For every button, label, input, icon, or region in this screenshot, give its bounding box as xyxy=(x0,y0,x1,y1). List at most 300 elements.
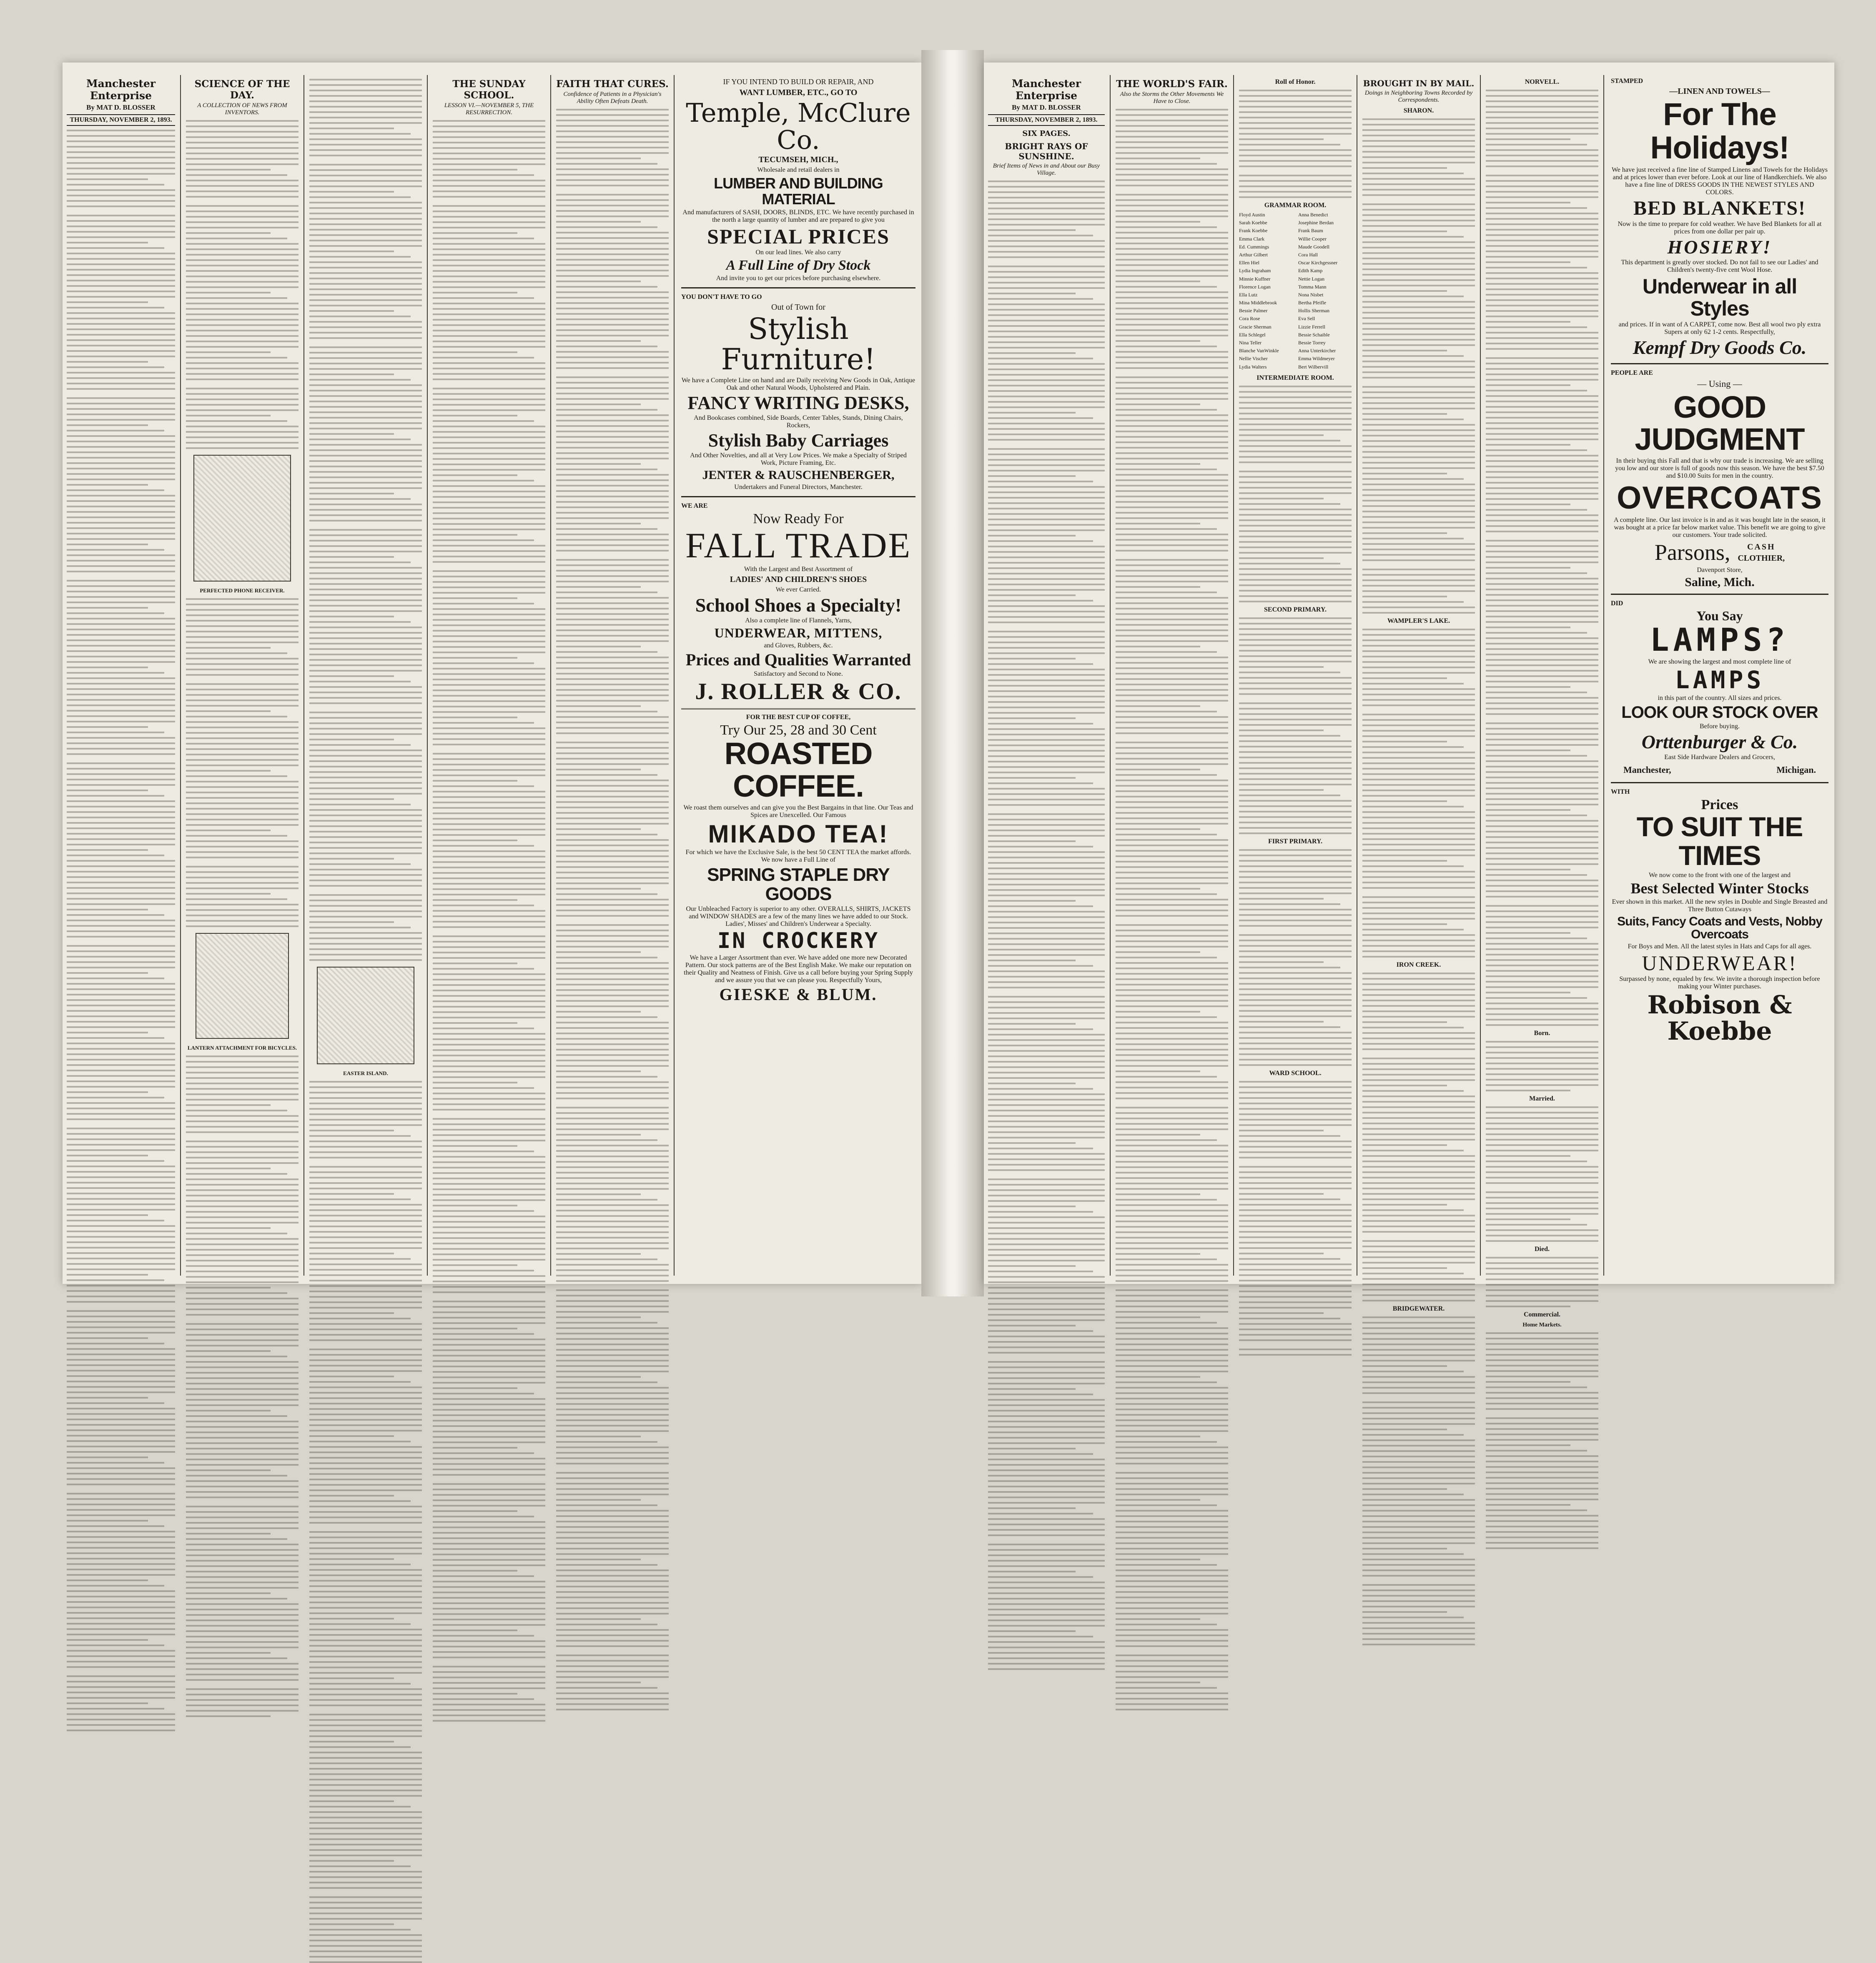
illegible-text-line xyxy=(433,1624,545,1626)
illegible-text-line xyxy=(309,1103,422,1104)
illegible-text-line xyxy=(556,968,669,969)
illegible-text-line xyxy=(67,511,175,513)
illegible-text-line xyxy=(1116,469,1217,470)
illegible-text-line xyxy=(988,363,1105,365)
illegible-text-line xyxy=(433,1393,534,1394)
illegible-text-line xyxy=(186,658,298,659)
illegible-text-line xyxy=(1486,825,1598,827)
illegible-text-line xyxy=(988,782,1093,784)
illegible-text-line xyxy=(988,497,1105,499)
illegible-text-line xyxy=(67,366,164,368)
illegible-text-line xyxy=(988,282,1105,283)
illegible-text-line xyxy=(67,945,175,947)
illegible-text-line xyxy=(1239,557,1324,559)
byline: By MAT D. BLOSSER xyxy=(86,103,155,111)
illegible-text-line xyxy=(309,1312,394,1314)
illegible-text-line xyxy=(186,1233,287,1234)
illegible-text-line xyxy=(67,1569,175,1570)
illegible-text-line xyxy=(1116,1016,1217,1018)
illegible-text-line xyxy=(1362,1461,1475,1463)
illegible-text-line xyxy=(556,662,669,664)
illegible-text-line xyxy=(1486,948,1598,950)
illegible-text-line xyxy=(988,976,1105,978)
illegible-text-line xyxy=(1486,1090,1570,1091)
illegible-text-line xyxy=(1116,1253,1200,1255)
illegible-text-line xyxy=(309,1113,422,1115)
illegible-text-line xyxy=(433,1301,545,1302)
illegible-text-line xyxy=(988,996,1105,998)
illegible-text-line xyxy=(1362,882,1475,883)
illegible-text-line xyxy=(67,838,175,840)
illegible-text-line xyxy=(1362,462,1475,464)
illegible-text-line xyxy=(1362,978,1475,980)
illegible-text-line xyxy=(1362,1166,1475,1168)
illegible-text-line xyxy=(433,995,545,997)
illegible-text-line xyxy=(988,739,1105,741)
illegible-text-line xyxy=(1486,664,1598,666)
illegible-text-line xyxy=(1486,100,1598,102)
illegible-text-line xyxy=(988,1448,1076,1449)
illegible-text-line xyxy=(1116,1447,1228,1448)
illegible-text-line xyxy=(433,512,545,514)
illegible-text-line xyxy=(433,415,517,416)
illegible-text-line xyxy=(186,792,298,793)
illegible-text-line xyxy=(67,721,175,722)
illegible-text-line xyxy=(1362,241,1475,243)
illegible-text-line xyxy=(988,1565,1105,1567)
illegible-text-line xyxy=(556,1060,669,1061)
illegible-text-line xyxy=(1239,429,1352,431)
illegible-text-line xyxy=(433,1613,545,1615)
illegible-text-line xyxy=(556,452,669,454)
illegible-text-line xyxy=(556,973,669,975)
illegible-text-line xyxy=(1486,1257,1598,1259)
illegible-text-line xyxy=(309,444,422,446)
section-heading: FIRST PRIMARY. xyxy=(1268,837,1323,845)
illegible-text-line xyxy=(1239,1334,1352,1336)
illegible-text-line xyxy=(988,933,1105,934)
illegible-text-line xyxy=(1116,458,1228,459)
illegible-text-line xyxy=(186,1173,287,1175)
illegible-text-line xyxy=(309,605,422,607)
illegible-text-line xyxy=(309,326,422,328)
illegible-text-line xyxy=(186,1688,298,1690)
illegible-text-line xyxy=(309,648,422,650)
illegible-text-line xyxy=(1486,1161,1587,1162)
illegible-text-line xyxy=(1116,1118,1228,1119)
illegible-text-line xyxy=(186,1415,287,1417)
illegible-text-line xyxy=(1116,877,1228,879)
illegible-text-line xyxy=(988,777,1076,779)
illegible-text-line xyxy=(433,136,545,138)
illegible-text-line xyxy=(186,1511,298,1513)
illegible-text-line xyxy=(186,120,298,122)
illegible-text-line xyxy=(186,1093,298,1095)
illegible-text-line xyxy=(67,1128,175,1129)
illegible-text-line xyxy=(556,1327,669,1329)
illegible-text-line xyxy=(1116,147,1228,148)
illegible-text-line xyxy=(1239,967,1340,968)
illegible-text-line xyxy=(309,863,411,865)
illegible-text-line xyxy=(186,819,298,820)
illegible-text-line xyxy=(67,274,175,276)
illegible-text-line xyxy=(1239,940,1352,941)
illegible-text-line xyxy=(1116,592,1217,593)
illegible-text-line xyxy=(309,384,422,386)
illegible-text-line xyxy=(556,362,669,364)
illegible-text-line xyxy=(1239,934,1352,936)
illegible-text-line xyxy=(988,1131,1105,1133)
illegible-text-line xyxy=(1362,1322,1475,1324)
illegible-text-line xyxy=(186,1099,298,1101)
illegible-text-line xyxy=(1486,1428,1598,1430)
illegible-text-line xyxy=(186,1072,298,1073)
illegible-text-line xyxy=(433,180,545,181)
illegible-text-line xyxy=(556,1139,657,1141)
illegible-text-line xyxy=(67,1310,175,1312)
illegible-text-line xyxy=(988,459,1105,461)
illegible-text-line xyxy=(433,1243,545,1244)
illegible-text-line xyxy=(186,1104,271,1106)
illegible-text-line xyxy=(309,191,394,193)
illegible-text-line xyxy=(1362,699,1475,701)
illegible-text-line xyxy=(433,1134,545,1136)
illegible-text-line xyxy=(1486,278,1598,279)
illegible-text-line xyxy=(186,808,298,810)
illegible-text-line xyxy=(309,1828,422,1829)
roll-name: Frank Koebbe xyxy=(1239,228,1268,234)
illegible-text-line xyxy=(433,829,545,830)
illegible-text-line xyxy=(1362,1617,1464,1618)
illegible-text-line xyxy=(67,318,175,319)
illegible-text-line xyxy=(556,667,669,669)
illegible-text-line xyxy=(1362,549,1475,550)
section-heading: Home Markets. xyxy=(1522,1322,1562,1328)
illegible-text-line xyxy=(556,1548,669,1549)
illegible-text-line xyxy=(1486,648,1598,650)
illegible-text-line xyxy=(1239,713,1352,715)
illegible-text-line xyxy=(67,430,164,431)
illegible-text-line xyxy=(556,221,641,223)
illegible-text-line xyxy=(1116,1488,1228,1490)
illegible-text-line xyxy=(67,140,175,142)
illegible-text-line xyxy=(1362,1515,1475,1517)
illegible-text-line xyxy=(67,1628,175,1630)
illegible-text-line xyxy=(67,1269,175,1270)
illegible-text-line xyxy=(1116,1139,1217,1141)
illegible-text-line xyxy=(433,1360,545,1362)
illegible-text-line xyxy=(556,1092,669,1094)
illegible-text-line xyxy=(1362,1521,1475,1522)
illegible-text-line xyxy=(67,565,175,567)
section-heading: Roll of Honor. xyxy=(1275,78,1316,85)
illegible-text-line xyxy=(1239,666,1324,668)
illegible-text-line xyxy=(186,625,298,627)
illegible-text-line xyxy=(1486,583,1598,585)
illegible-text-line xyxy=(433,941,545,943)
illegible-text-line xyxy=(556,329,669,331)
illegible-text-line xyxy=(67,903,175,905)
illegible-text-line xyxy=(988,1421,1105,1422)
illegible-text-line xyxy=(1239,456,1352,458)
illegible-text-line xyxy=(556,163,657,165)
illegible-text-line xyxy=(1239,876,1352,878)
illegible-text-line xyxy=(309,1719,422,1721)
illegible-text-line xyxy=(1239,800,1352,802)
illegible-text-line xyxy=(556,866,669,868)
illegible-text-line xyxy=(556,302,669,304)
illegible-text-line xyxy=(1239,784,1352,785)
illegible-text-line xyxy=(1116,1515,1228,1517)
illegible-text-line xyxy=(1116,989,1228,991)
roll-name: Nina Teller xyxy=(1239,340,1262,346)
illegible-text-line xyxy=(186,652,287,654)
illegible-text-line xyxy=(556,673,669,674)
illegible-text-line xyxy=(1116,1564,1217,1566)
illegible-text-line xyxy=(988,303,1105,305)
illegible-text-line xyxy=(433,335,545,337)
illegible-text-line xyxy=(556,1156,669,1157)
illegible-text-line xyxy=(433,1109,545,1111)
illegible-text-line xyxy=(1116,398,1228,400)
illegible-text-line xyxy=(1486,874,1587,876)
illegible-text-line xyxy=(556,1183,669,1184)
illegible-text-line xyxy=(1362,1294,1475,1296)
illegible-text-line xyxy=(1239,702,1352,704)
illegible-text-line xyxy=(1362,274,1475,276)
illegible-text-line xyxy=(556,232,669,233)
illegible-text-line xyxy=(433,346,545,348)
illegible-text-line xyxy=(988,1325,1076,1326)
illegible-text-line xyxy=(1239,672,1340,673)
illegible-text-line xyxy=(556,1295,669,1296)
illegible-text-line xyxy=(1239,925,1352,927)
illegible-text-line xyxy=(186,824,298,826)
illegible-text-line xyxy=(1116,210,1228,212)
illegible-text-line xyxy=(309,487,422,489)
illegible-text-line xyxy=(1239,547,1352,548)
illegible-text-line xyxy=(433,711,545,713)
illegible-text-line xyxy=(1239,1166,1352,1168)
illegible-text-line xyxy=(67,1005,175,1006)
illegible-text-line xyxy=(1116,1295,1228,1296)
illegible-text-line xyxy=(1362,505,1475,507)
left-advertisement-column xyxy=(675,75,921,1276)
illegible-text-line xyxy=(1486,1493,1598,1495)
illegible-text-line xyxy=(1362,451,1475,453)
illegible-text-line xyxy=(309,379,411,381)
illegible-text-line xyxy=(1362,725,1475,726)
illegible-text-line xyxy=(67,522,175,524)
illegible-text-line xyxy=(1362,532,1447,534)
illegible-text-line xyxy=(1486,245,1598,247)
illegible-text-line xyxy=(988,1088,1093,1090)
illegible-text-line xyxy=(556,447,669,449)
illegible-text-line xyxy=(556,179,669,181)
illegible-text-line xyxy=(67,226,175,227)
illegible-text-line xyxy=(1116,1092,1228,1094)
illegible-text-line xyxy=(433,1167,545,1168)
illegible-text-line xyxy=(309,1370,422,1372)
illegible-text-line xyxy=(1116,168,1228,170)
illegible-text-line xyxy=(1116,1306,1228,1307)
illegible-text-line xyxy=(309,1956,422,1958)
illegible-text-line xyxy=(67,1203,175,1205)
illegible-text-line xyxy=(67,833,175,835)
illegible-text-line xyxy=(433,303,545,304)
illegible-text-line xyxy=(67,1531,175,1532)
illegible-text-line xyxy=(556,1011,641,1013)
illegible-text-line xyxy=(67,882,175,883)
illegible-text-line xyxy=(1362,1193,1475,1195)
illegible-text-line xyxy=(1116,1436,1200,1437)
illegible-text-line xyxy=(1116,935,1228,937)
illegible-text-line xyxy=(988,358,1093,359)
illegible-text-line xyxy=(556,689,669,691)
illegible-text-line xyxy=(433,780,517,782)
illegible-text-line xyxy=(186,1486,298,1487)
illegible-text-line xyxy=(309,149,422,151)
illegible-text-line xyxy=(556,1477,669,1479)
illegible-text-line xyxy=(1116,1081,1228,1083)
illegible-text-line xyxy=(433,608,545,610)
illegible-text-line xyxy=(1116,1591,1228,1593)
illegible-text-line xyxy=(433,426,545,427)
illegible-text-line xyxy=(186,1625,298,1627)
illegible-text-line xyxy=(1362,1204,1447,1206)
illegible-text-line xyxy=(1486,1240,1598,1242)
illegible-text-line xyxy=(309,842,422,843)
illegible-text-line xyxy=(309,894,422,896)
illegible-text-line xyxy=(309,1188,422,1189)
illegible-text-line xyxy=(433,899,517,901)
illegible-text-line xyxy=(186,1576,298,1578)
illegible-text-line xyxy=(433,764,545,765)
illegible-text-line xyxy=(1486,1349,1598,1350)
roll-name: Lydia Walters xyxy=(1239,364,1267,370)
illegible-text-line xyxy=(67,806,175,807)
illegible-text-line xyxy=(1239,811,1352,812)
roll-name: Emma Wildmeyer xyxy=(1298,356,1335,362)
illegible-text-line xyxy=(1116,1371,1228,1372)
illegible-text-line xyxy=(309,305,422,306)
illegible-text-line xyxy=(309,1468,422,1469)
illegible-text-line xyxy=(556,264,669,266)
illegible-text-line xyxy=(1116,313,1228,315)
illegible-text-line xyxy=(1239,767,1352,769)
illegible-text-line xyxy=(988,1432,1105,1433)
illegible-text-line xyxy=(556,1289,669,1291)
illegible-text-line xyxy=(309,1855,422,1856)
illegible-text-line xyxy=(1362,795,1475,797)
illegible-text-line xyxy=(67,1408,175,1409)
illegible-text-line xyxy=(556,678,669,680)
illegible-text-line xyxy=(67,1064,175,1066)
illegible-text-line xyxy=(1239,122,1352,124)
illegible-text-line xyxy=(1116,130,1228,132)
illegible-text-line xyxy=(988,605,1105,607)
illegible-text-line xyxy=(1362,355,1464,357)
illegible-text-line xyxy=(1116,845,1228,846)
illegible-text-line xyxy=(1486,1139,1598,1141)
illegible-text-line xyxy=(1116,602,1228,604)
illegible-text-line xyxy=(1486,1397,1598,1399)
illegible-text-line xyxy=(1239,196,1352,198)
illegible-text-line xyxy=(988,448,1105,450)
illegible-text-line xyxy=(309,1640,422,1641)
illegible-text-line xyxy=(186,1271,298,1272)
left-page xyxy=(63,63,921,1284)
illegible-text-line xyxy=(309,1209,422,1211)
illegible-text-line xyxy=(988,1529,1105,1531)
illegible-text-line xyxy=(1239,1215,1352,1216)
illegible-text-line xyxy=(309,771,422,773)
illegible-text-line xyxy=(186,1453,298,1455)
illegible-text-line xyxy=(433,545,545,547)
illegible-text-line xyxy=(1239,584,1352,586)
illegible-text-line xyxy=(309,245,422,247)
illegible-text-line xyxy=(556,1076,657,1078)
illegible-text-line xyxy=(988,1480,1105,1482)
illegible-text-line xyxy=(309,1452,422,1453)
illegible-text-line xyxy=(186,1663,298,1665)
illegible-text-line xyxy=(1116,785,1228,787)
illegible-text-line xyxy=(1116,1043,1228,1045)
illegible-text-line xyxy=(1486,476,1598,478)
illegible-text-line xyxy=(433,700,545,702)
illegible-text-line xyxy=(186,765,298,766)
illegible-text-line xyxy=(1116,1128,1228,1130)
illegible-text-line xyxy=(556,335,669,336)
illegible-text-line xyxy=(433,485,545,487)
illegible-text-line xyxy=(186,163,298,165)
illegible-text-line xyxy=(433,1704,545,1705)
illegible-text-line xyxy=(988,1314,1105,1316)
illegible-text-line xyxy=(1116,1022,1228,1023)
illegible-text-line xyxy=(1116,575,1228,577)
illegible-text-line xyxy=(1239,1053,1352,1055)
illegible-text-line xyxy=(67,1446,175,1447)
illegible-text-line xyxy=(1116,281,1200,282)
illegible-text-line xyxy=(67,855,164,856)
illegible-text-line xyxy=(1239,693,1352,695)
illegible-text-line xyxy=(433,823,545,825)
illegible-text-line xyxy=(1239,100,1352,102)
illegible-text-line xyxy=(1362,554,1475,556)
illegible-text-line xyxy=(556,114,669,116)
illegible-text-line xyxy=(309,95,422,97)
illegible-text-line xyxy=(1486,760,1598,762)
illegible-text-line xyxy=(1486,128,1598,129)
illegible-text-line xyxy=(309,869,422,870)
illegible-text-line xyxy=(1239,708,1352,709)
illegible-text-line xyxy=(433,1123,545,1125)
illegible-text-line xyxy=(556,1081,669,1083)
illegible-text-line xyxy=(988,540,1093,542)
illegible-text-line xyxy=(433,1575,534,1577)
illegible-text-line xyxy=(309,755,422,757)
illegible-text-line xyxy=(433,491,545,492)
illegible-text-line xyxy=(186,281,298,283)
illegible-text-line xyxy=(1486,218,1598,220)
illegible-text-line xyxy=(433,281,545,283)
illegible-text-line xyxy=(1362,887,1475,889)
illegible-text-line xyxy=(67,1473,175,1474)
illegible-text-line xyxy=(309,1918,422,1920)
illegible-text-line xyxy=(1116,1275,1228,1276)
illegible-text-line xyxy=(556,1564,657,1566)
illegible-text-line xyxy=(67,1263,175,1265)
